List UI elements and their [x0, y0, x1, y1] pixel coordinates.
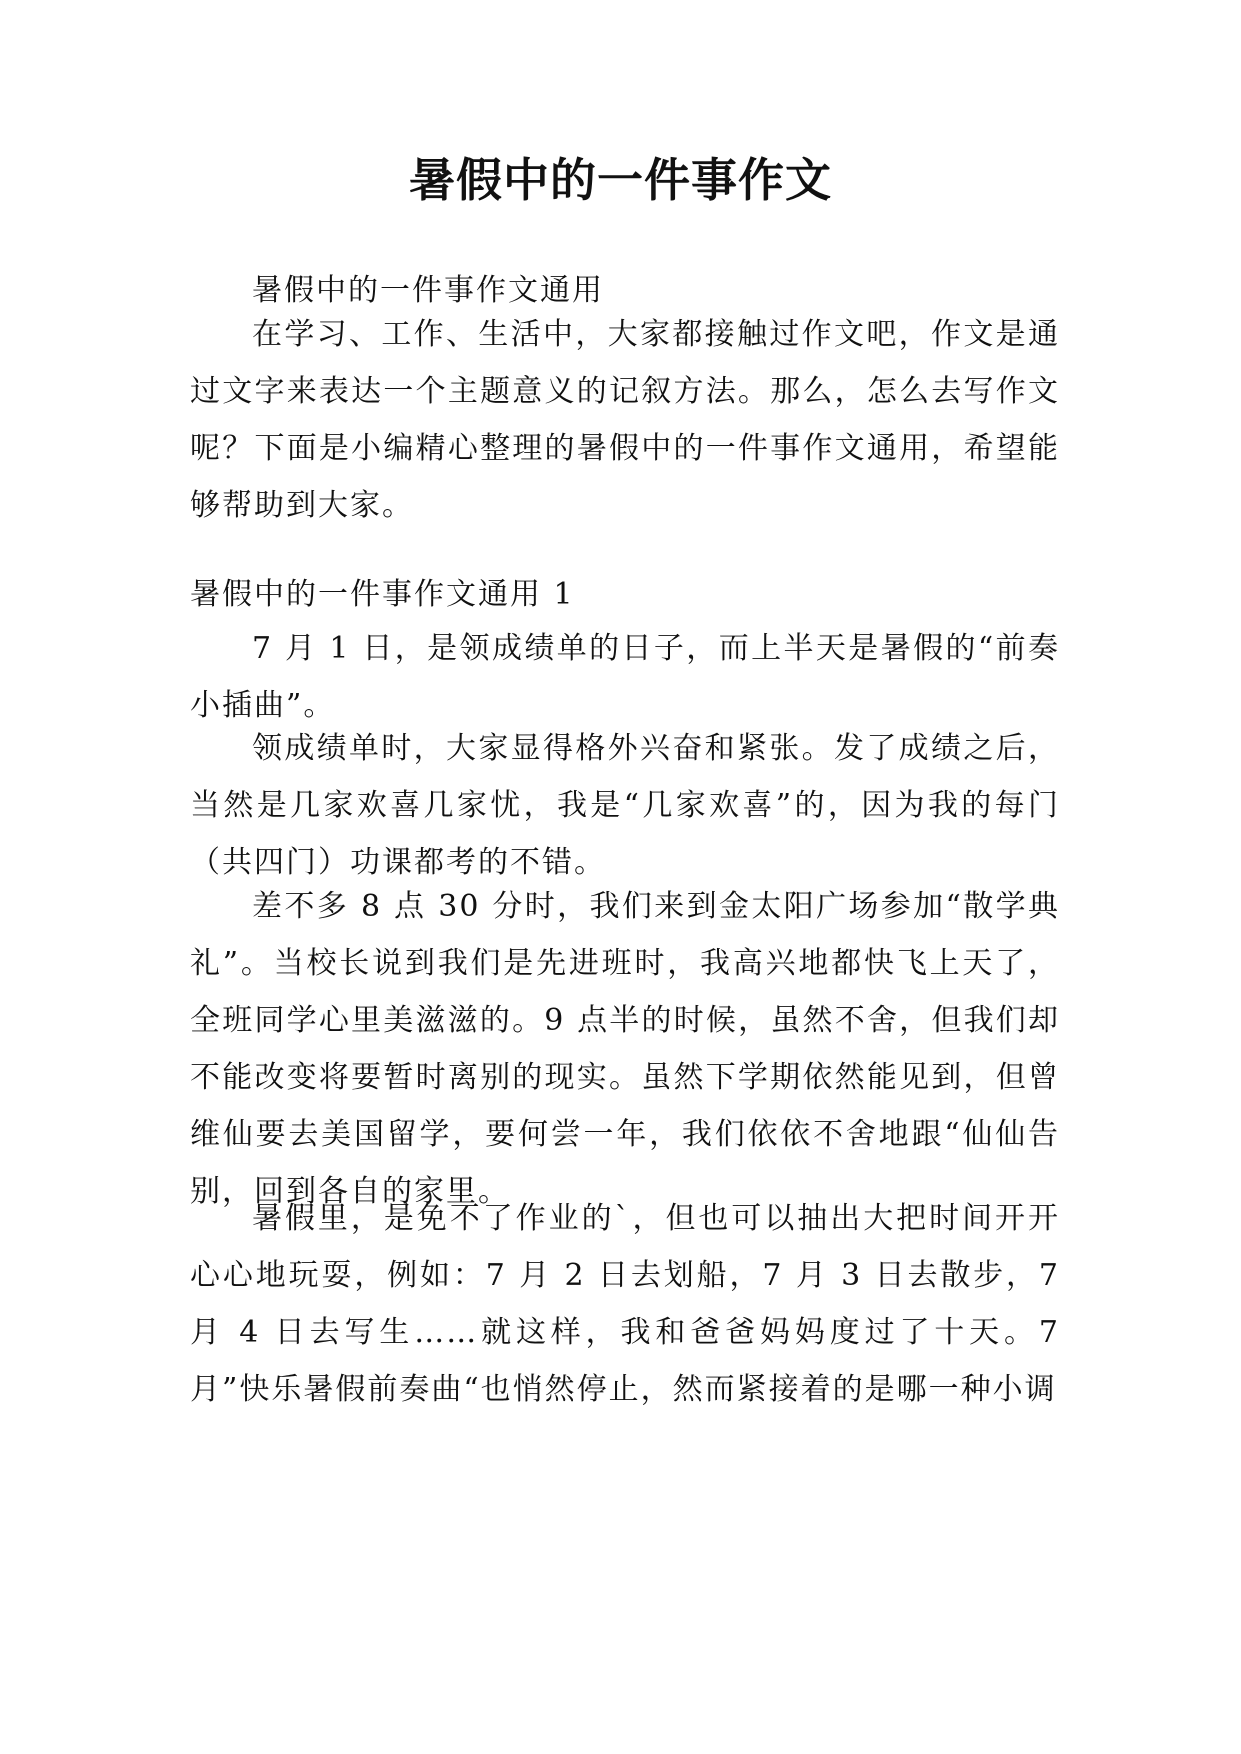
body-paragraph-1: 7 月 1 日，是领成绩单的日子，而上半天是暑假的“前奏小插曲”。 — [190, 631, 1060, 723]
intro-paragraph: 在学习、工作、生活中，大家都接触过作文吧，作文是通过文字来表达一个主题意义的记叙方法。那么，怎么去写作文呢？下面是小编精心整理的暑假中的一件事作文通用，希望能够帮助到大家。 — [190, 317, 1060, 523]
document-subtitle: 暑假中的一件事作文通用 — [252, 273, 604, 308]
body-paragraph-4: 暑假里，是免不了作业的`，但也可以抽出大把时间开开心心地玩耍，例如：7 月 2 日去划船，7 月 3 日去散步，7 月 4 日去写生……就这样，我和爸爸妈妈度过了十天。7 月”快乐暑假前奏曲“也悄然停止，然而紧接着的是哪一种小调 — [190, 1201, 1060, 1407]
body-paragraph-3: 差不多 8 点 30 分时，我们来到金太阳广场参加“散学典礼”。当校长说到我们是先进班时，我高兴地都快飞上天了，全班同学心里美滋滋的。9 点半的时候，虽然不舍，但我们却不能改变将要暂时离别的现实。虽然下学期依然能见到，但曾维仙要去美国留学，要何尝一年，我们依依不舍地跟“仙仙告别，回到各自的家里。 — [190, 889, 1060, 1209]
body-paragraph-2: 领成绩单时，大家显得格外兴奋和紧张。发了成绩之后，当然是几家欢喜几家忧，我是“几家欢喜”的，因为我的每门（共四门）功课都考的不错。 — [190, 731, 1060, 880]
section-heading: 暑假中的一件事作文通用 1 — [190, 577, 575, 612]
document-title: 暑假中的一件事作文 — [409, 153, 832, 207]
